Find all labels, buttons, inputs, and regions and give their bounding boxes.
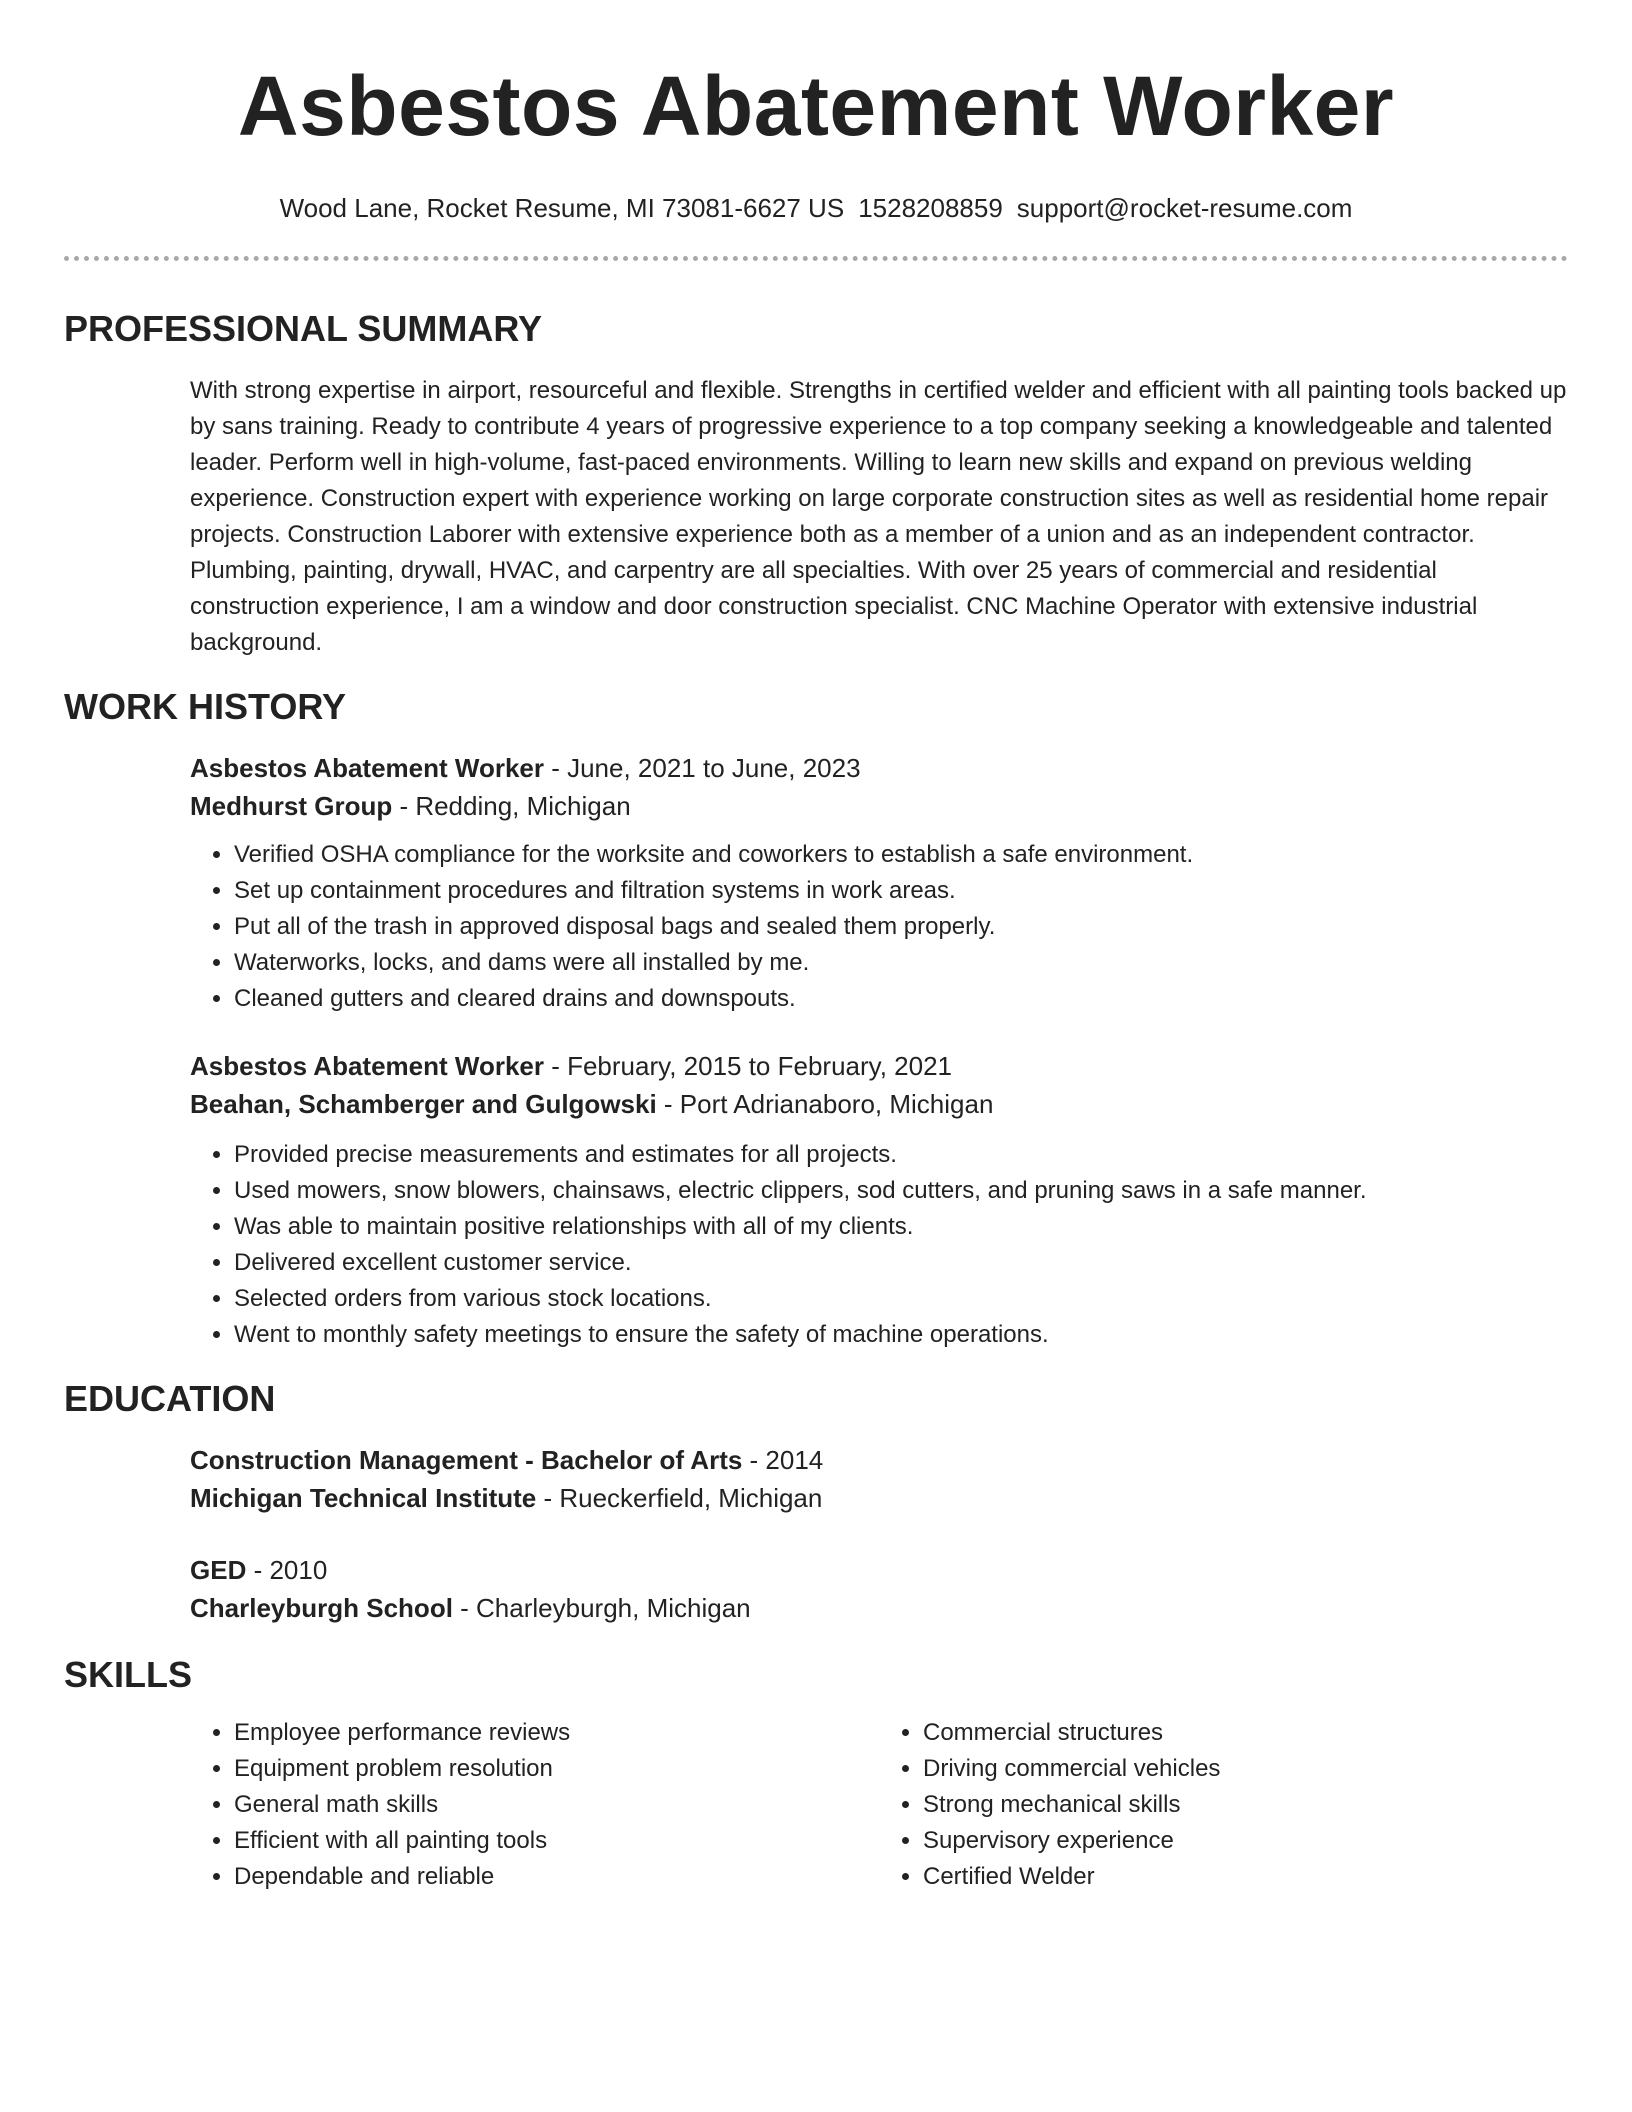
list-item: • Commercial structures — [923, 1715, 1568, 1751]
work-title: WORK HISTORY — [64, 686, 347, 727]
education-degree: GED — [190, 1555, 247, 1585]
summary-text: With strong expertise in airport, resourceful and flexible. Strengths in certified welder and efficient with all painting tools backed up by sans training. Ready to contribute 4 years of progressive experience to a top company seeking a knowledgeable and talented leader. Perform well in high-volume, fast-paced environments. Willing to learn new skills and expand on previous welding experience. Construction expert with experience working on large corporate construction sites as well as residential home repair projects. Construction Laborer with extensive experience both as a member of a union and as an independent contractor. Plumbing, painting, drywall, HVAC, and carpentry are all specialties. With over 25 years of commercial and residential construction experience, I am a window and door construction specialist. CNC Machine Operator with extensive industrial background. — [190, 377, 1567, 656]
job-company: Beahan, Schamberger and Gulgowski — [190, 1089, 657, 1119]
education-school: Charleyburgh School — [190, 1593, 453, 1623]
education-location: - Charleyburgh, Michigan — [452, 1593, 751, 1623]
list-item: • Used mowers, snow blowers, chainsaws, electric clippers, sod cutters, and pruning saws in a safe manner. — [234, 1173, 1568, 1209]
list-item: • Verified OSHA compliance for the worksite and coworkers to establish a safe environment. — [234, 837, 1568, 873]
job-entry — [190, 749, 1568, 1017]
resume-page — [64, 0, 1568, 1895]
list-item: • Set up containment procedures and filtration systems in work areas. — [234, 873, 1568, 909]
contact-email: support@rocket-resume.com — [1016, 193, 1353, 223]
skills-title: SKILLS — [64, 1654, 193, 1695]
candidate-name: Asbestos Abatement Worker — [237, 59, 1395, 153]
contact-address: Wood Lane, Rocket Resume, MI 73081-6627 US — [279, 193, 845, 223]
list-item: • Supervisory experience — [923, 1823, 1568, 1859]
education-school-line — [190, 1589, 1568, 1627]
job-role-line — [190, 1047, 1568, 1085]
summary-title: PROFESSIONAL SUMMARY — [64, 308, 543, 349]
list-item: • Provided precise measurements and estimates for all projects. — [234, 1137, 1568, 1173]
education-year: - 2010 — [246, 1555, 328, 1585]
education-section — [64, 1377, 1568, 1627]
education-degree-line — [190, 1551, 1568, 1589]
education-school-line — [190, 1479, 1568, 1517]
education-entry — [190, 1441, 1568, 1517]
job-role: Asbestos Abatement Worker — [190, 1051, 544, 1081]
list-item: • Efficient with all painting tools — [234, 1823, 879, 1859]
job-company: Medhurst Group — [190, 791, 393, 821]
job-company-line — [190, 787, 1568, 825]
list-item: • Driving commercial vehicles — [923, 1751, 1568, 1787]
header-divider — [64, 256, 1568, 261]
list-item: • General math skills — [234, 1787, 879, 1823]
education-degree-line — [190, 1441, 1568, 1479]
list-item: • Strong mechanical skills — [923, 1787, 1568, 1823]
job-role-line — [190, 749, 1568, 787]
summary-section — [64, 307, 1568, 661]
education-title: EDUCATION — [64, 1378, 276, 1419]
skills-list-right — [879, 1715, 1568, 1895]
list-item: • Put all of the trash in approved disposal bags and sealed them properly. — [234, 909, 1568, 945]
job-bullets — [190, 1137, 1568, 1353]
contact-line — [64, 192, 1568, 224]
skills-columns — [190, 1715, 1568, 1895]
job-location: - Port Adrianaboro, Michigan — [656, 1089, 994, 1119]
education-year: - 2014 — [742, 1445, 824, 1475]
skills-list-left — [190, 1715, 879, 1895]
job-bullets — [190, 837, 1568, 1017]
job-dates: - June, 2021 to June, 2023 — [543, 753, 861, 783]
education-school: Michigan Technical Institute — [190, 1483, 537, 1513]
job-entry — [190, 1047, 1568, 1353]
education-degree: Construction Management - Bachelor of Arts — [190, 1445, 743, 1475]
education-location: - Rueckerfield, Michigan — [536, 1483, 823, 1513]
job-dates: - February, 2015 to February, 2021 — [543, 1051, 953, 1081]
list-item: • Cleaned gutters and cleared drains and downspouts. — [234, 981, 1568, 1017]
list-item: • Selected orders from various stock locations. — [234, 1281, 1568, 1317]
contact-phone: 1528208859 — [858, 193, 1003, 223]
job-company-line — [190, 1085, 1568, 1123]
work-section — [64, 685, 1568, 1353]
job-location: - Redding, Michigan — [392, 791, 631, 821]
list-item: • Dependable and reliable — [234, 1859, 879, 1895]
skills-section — [64, 1653, 1568, 1895]
list-item: • Was able to maintain positive relationships with all of my clients. — [234, 1209, 1568, 1245]
education-entry — [190, 1551, 1568, 1627]
list-item: • Went to monthly safety meetings to ensure the safety of machine operations. — [234, 1317, 1568, 1353]
list-item: • Employee performance reviews — [234, 1715, 879, 1751]
list-item: • Delivered excellent customer service. — [234, 1245, 1568, 1281]
job-role: Asbestos Abatement Worker — [190, 753, 544, 783]
list-item: • Certified Welder — [923, 1859, 1568, 1895]
list-item: • Equipment problem resolution — [234, 1751, 879, 1787]
list-item: • Waterworks, locks, and dams were all installed by me. — [234, 945, 1568, 981]
